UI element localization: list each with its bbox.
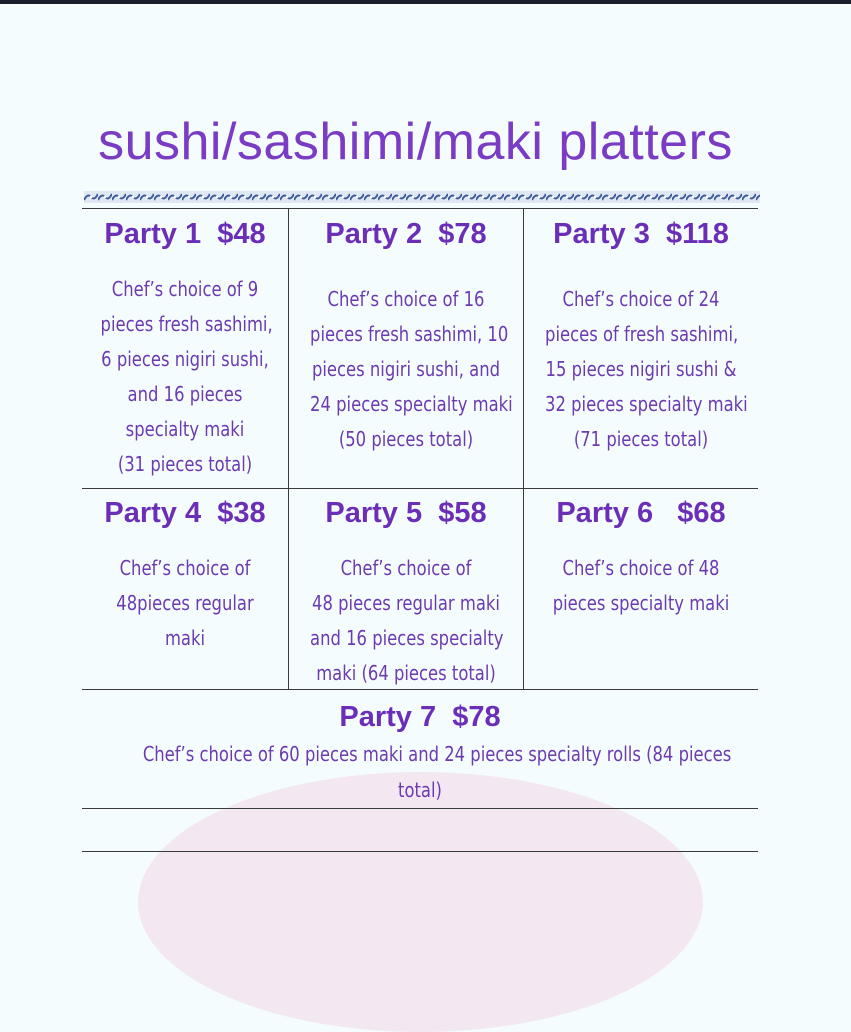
description-line: Chef’s choice of 48: [562, 556, 720, 580]
platter-cell-party-4: [82, 496, 288, 656]
description-line: (31 pieces total): [117, 452, 253, 476]
decorative-wave-border: [84, 191, 760, 203]
platter-title: Party 1 $48: [104, 218, 266, 250]
description-line: 32 pieces specialty maki: [545, 392, 748, 416]
description-line: 6 pieces nigiri sushi,: [101, 347, 269, 371]
description-line: pieces nigiri sushi, and: [311, 357, 501, 381]
description-line: specialty maki: [125, 417, 245, 441]
description-line: Chef’s choice of 9: [111, 277, 259, 301]
grid-line-bottom: [82, 851, 758, 852]
platter-description: [310, 282, 513, 457]
description-line: 48 pieces regular maki: [312, 591, 500, 615]
platter-title: Party 7 $78: [339, 701, 501, 733]
platter-title: Party 2 $78: [325, 218, 487, 250]
description-line: maki: [164, 626, 206, 650]
platter-cell-party-3: [524, 217, 758, 457]
platter-cell-party-2: [289, 217, 523, 457]
platter-title: Party 5 $58: [325, 497, 487, 529]
platter-title: Party 4 $38: [104, 497, 266, 529]
description-line: 48pieces regular: [116, 591, 254, 615]
grid-line-row1: [82, 488, 758, 489]
description-line: maki (64 pieces total): [316, 661, 496, 685]
platter-description: [545, 282, 748, 457]
platter-description: [545, 551, 737, 621]
description-line: Chef’s choice of: [119, 556, 251, 580]
description-line: total): [398, 778, 442, 802]
platter-title: Party 6 $68: [556, 497, 726, 529]
description-line: 15 pieces nigiri sushi &: [545, 357, 737, 381]
grid-line-top: [82, 208, 758, 209]
description-line: pieces specialty maki: [552, 591, 730, 615]
platter-title: Party 3 $118: [553, 218, 729, 250]
platter-cell-party-6: [524, 496, 758, 621]
platter-description: [142, 736, 732, 808]
background-oval: [138, 772, 703, 1032]
description-line: pieces fresh sashimi,: [100, 312, 273, 336]
top-edge-bar: [0, 0, 851, 4]
platter-description: [101, 551, 270, 656]
description-line: Chef’s choice of 24: [562, 287, 720, 311]
grid-line-row3: [82, 808, 758, 809]
platter-cell-party-7: [82, 700, 758, 808]
platter-cell-party-1: [82, 217, 288, 482]
description-line: (50 pieces total): [338, 427, 474, 451]
description-line: Chef’s choice of 60 pieces maki and 24 pieces specialty rolls (84 pieces: [142, 742, 732, 766]
description-line: and 16 pieces: [127, 382, 243, 406]
description-line: pieces fresh sashimi, 10: [310, 322, 509, 346]
platter-description: [310, 551, 502, 691]
description-line: 24 pieces specialty maki: [310, 392, 513, 416]
page-title: sushi/sashimi/maki platters: [98, 113, 733, 171]
description-line: and 16 pieces specialty: [310, 626, 504, 650]
platter-cell-party-5: [289, 496, 523, 691]
platter-description: [100, 272, 273, 482]
description-line: Chef’s choice of: [340, 556, 472, 580]
description-line: pieces of fresh sashimi,: [545, 322, 739, 346]
description-line: Chef’s choice of 16: [327, 287, 485, 311]
description-line: (71 pieces total): [573, 427, 709, 451]
